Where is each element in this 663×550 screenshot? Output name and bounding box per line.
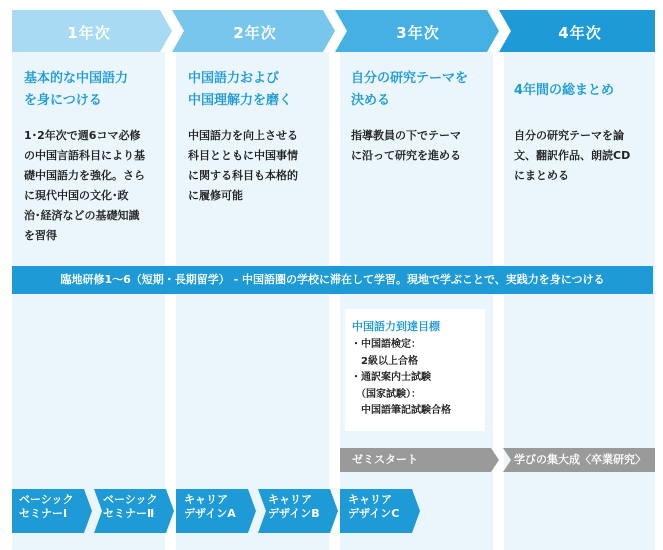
heading-line: 中国語力および (188, 71, 280, 86)
body-line: 科目とともに中国事情 (188, 149, 298, 162)
year-1-label: 1年次 (67, 24, 111, 42)
seminar-line: ベーシック (19, 493, 74, 506)
body-line: 文、翻訳作品、朗読CD (514, 149, 631, 162)
seminar-career-b (268, 493, 338, 521)
study-abroad-band: 臨地研修1～6（短期・長期留学） - 中国語圏の学校に滞在して学習。現地で学ぶことで、実践力を身につける (12, 266, 653, 294)
seminar-basic-2 (103, 493, 173, 521)
body-line: 治･経済などの基礎知識 (24, 209, 140, 222)
body-line: 自分の研究テーマを論 (514, 129, 624, 142)
seminar-line: ベーシック (103, 493, 158, 506)
heading-line: を身につける (24, 93, 102, 108)
body-line: 中国語力を向上させる (188, 129, 298, 142)
body-line: に現代中国の文化･政 (24, 189, 129, 202)
target-item: 2級以上合格 (351, 355, 418, 367)
seminar-line: デザインC (348, 507, 400, 520)
seminar-line: キャリア (268, 493, 312, 506)
year-3-label: 3年次 (396, 24, 440, 42)
target-title: 中国語力到達目標 (352, 320, 440, 333)
seminar-line: セミナーⅠ (19, 507, 68, 520)
seminar-line: セミナーⅡ (103, 507, 155, 520)
seminar-career-c (348, 493, 418, 521)
heading-line: 4年間の総まとめ (514, 83, 615, 98)
body-line: にまとめる (514, 169, 569, 182)
seminar-start-label: ゼミスタート (352, 453, 418, 466)
body-line: に履修可能 (188, 189, 243, 202)
body-line: 1･2年次で週6コマ必修 (24, 129, 141, 142)
seminar-line: デザインB (268, 507, 320, 520)
seminar-career-a (184, 493, 254, 521)
body-line: に沿って研究を進める (351, 149, 461, 162)
seminar-line: デザインA (184, 507, 236, 520)
body-line: を習得 (24, 229, 57, 242)
year-4-label: 4年次 (558, 24, 602, 42)
graduation-research-label: 学びの集大成〈卒業研究〉 (514, 453, 646, 466)
heading-line: 決める (351, 93, 391, 108)
year-2-label: 2年次 (233, 24, 277, 42)
target-item: 中国語筆記試験合格 (351, 405, 451, 416)
target-item: ・通訳案内士試験 (351, 372, 431, 383)
seminar-line: キャリア (184, 493, 228, 506)
heading-line: 基本的な中国語力 (24, 71, 129, 86)
target-item: ・中国語検定： (351, 339, 421, 350)
target-item: （国家試験）： (351, 388, 421, 400)
seminar-line: キャリア (348, 493, 392, 506)
heading-line: 中国理解力を磨く (188, 93, 293, 108)
body-line: の中国言語科目により基 (24, 149, 145, 162)
body-line: 礎中国語力を強化。さら (24, 169, 145, 182)
heading-line: 自分の研究テーマを (351, 71, 469, 86)
body-line: に関する科目も本格的 (188, 169, 298, 182)
seminar-basic-1 (19, 493, 89, 521)
body-line: 指導教員の下でテーマ (351, 129, 461, 142)
